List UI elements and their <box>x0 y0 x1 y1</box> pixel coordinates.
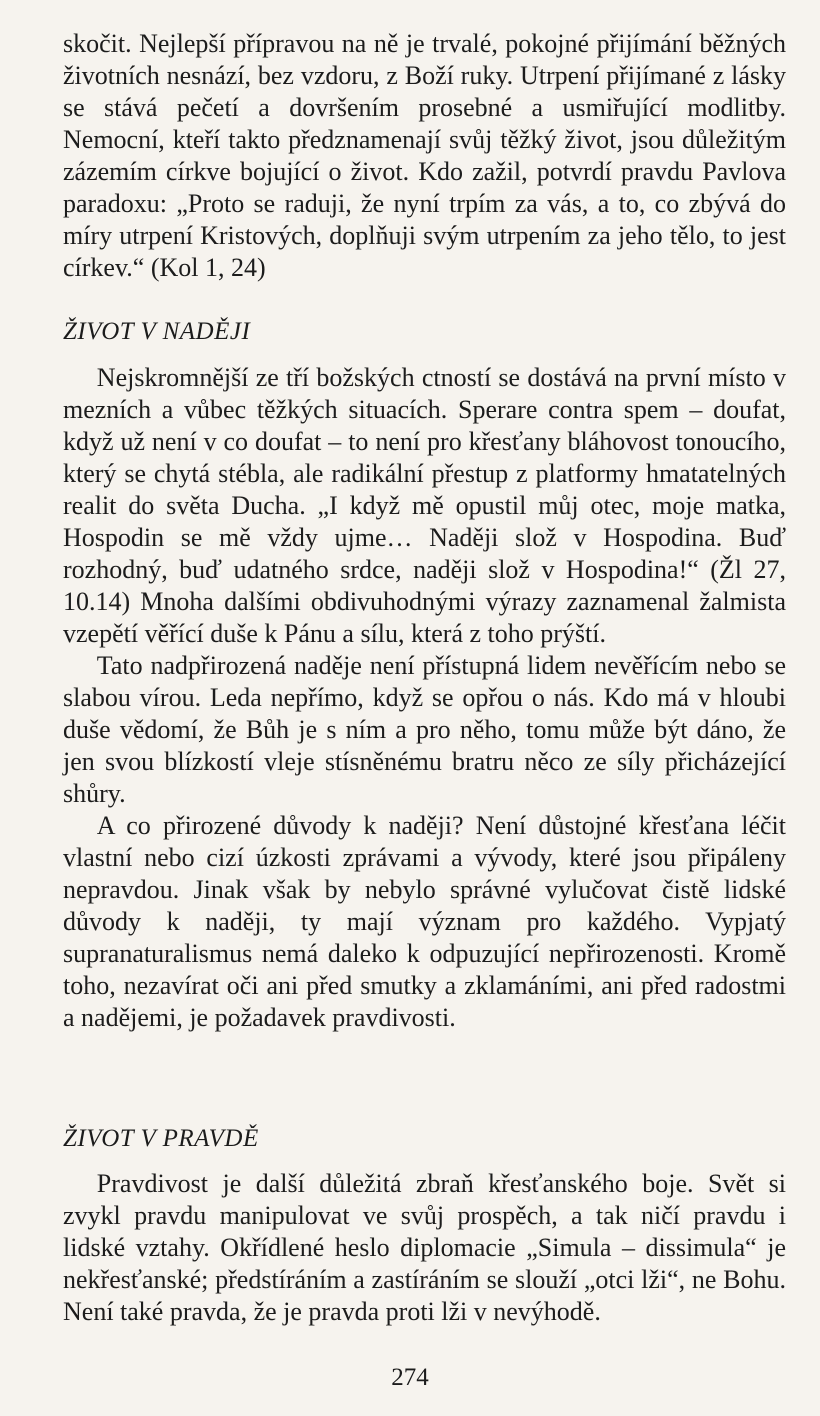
paragraph-hope-2: Tato nadpřirozená naděje není přístupná lidem nevěřícím nebo se slabou vírou. Leda nepřímo, když se opřou o nás. Kdo má v hloubi duše vědomí, že Bůh je s ním a pro něho, tomu může být dáno, že jen svou blízkostí vleje stísněnému bratru něco ze síly přicházející shůry. <box>63 651 786 808</box>
section-heading-truth: ŽIVOT V PRAVDĚ <box>63 1125 259 1152</box>
paragraph-suffering: skočit. Nejlepší přípravou na ně je trvalé, pokojné přijímání běžných životních nesnází, bez vzdoru, z Boží ruky. Utrpení přijímané z lásky se stává pečetí a dovršením prosebné a usmiřující modlitby. Nemocní, kteří takto předznamenají svůj těžký život, jsou důležitým zázemím církve bojující o život. Kdo zažil, potvrdí pravdu Pavlova paradoxu: „Proto se raduji, že nyní trpím za vás, a to, co zbývá do míry utrpení Kristových, doplňuji svým utrpením za jeho tělo, to jest církev.“ (Kol 1, 24) <box>63 29 786 282</box>
section-heading-hope: ŽIVOT V NADĚJI <box>63 318 251 345</box>
page-number: 274 <box>391 1364 429 1391</box>
section-truth-text <box>63 1168 786 1328</box>
section-hope-text <box>63 362 786 1034</box>
paragraph-truth-1: Pravdivost je další důležitá zbraň křesťanského boje. Svět si zvykl pravdu manipulovat ve svůj prospěch, a tak ničí pravdu i lidské vztahy. Okřídlené heslo diplomacie „Simula – dissimula“ je nekřesťanské; předstíráním a zastíráním se slouží „otci lži“, ne Bohu. Není také pravda, že je pravda proti lži v nevýhodě. <box>63 1169 786 1326</box>
opening-text-block <box>63 28 786 284</box>
paragraph-hope-1: Nejskromnější ze tří božských ctností se dostává na první místo v mezních a vůbec těžkých situacích. Sperare contra spem – doufat, když už není v co doufat – to není pro křesťany bláhovost tonoucího, který se chytá stébla, ale radikální přestup z platformy hmatatelných realit do světa Ducha. „I když mě opustil můj otec, moje matka, Hospodin se mě vždy ujme… Naději slož v Hospodina. Buď rozhodný, buď udatného srdce, naději slož v Hospodina!“ (Žl 27, 10.14) Mnoha dalšími obdivuhodnými výrazy zaznamenal žalmista vzepětí věřící duše k Pánu a sílu, která z toho prýští. <box>63 363 786 648</box>
paragraph-hope-3: A co přirozené důvody k naději? Není důstojné křesťana léčit vlastní nebo cizí úzkosti zprávami a vývody, které jsou připáleny nepravdou. Jinak však by nebylo správné vylučovat čistě lidské důvody k naději, ty mají význam pro každého. Vypjatý supranaturalismus nemá daleko k odpuzující nepřirozenosti. Kromě toho, nezavírat oči ani před smutky a zklamáními, ani před radostmi a nadějemi, je požadavek pravdivosti. <box>63 811 786 1032</box>
